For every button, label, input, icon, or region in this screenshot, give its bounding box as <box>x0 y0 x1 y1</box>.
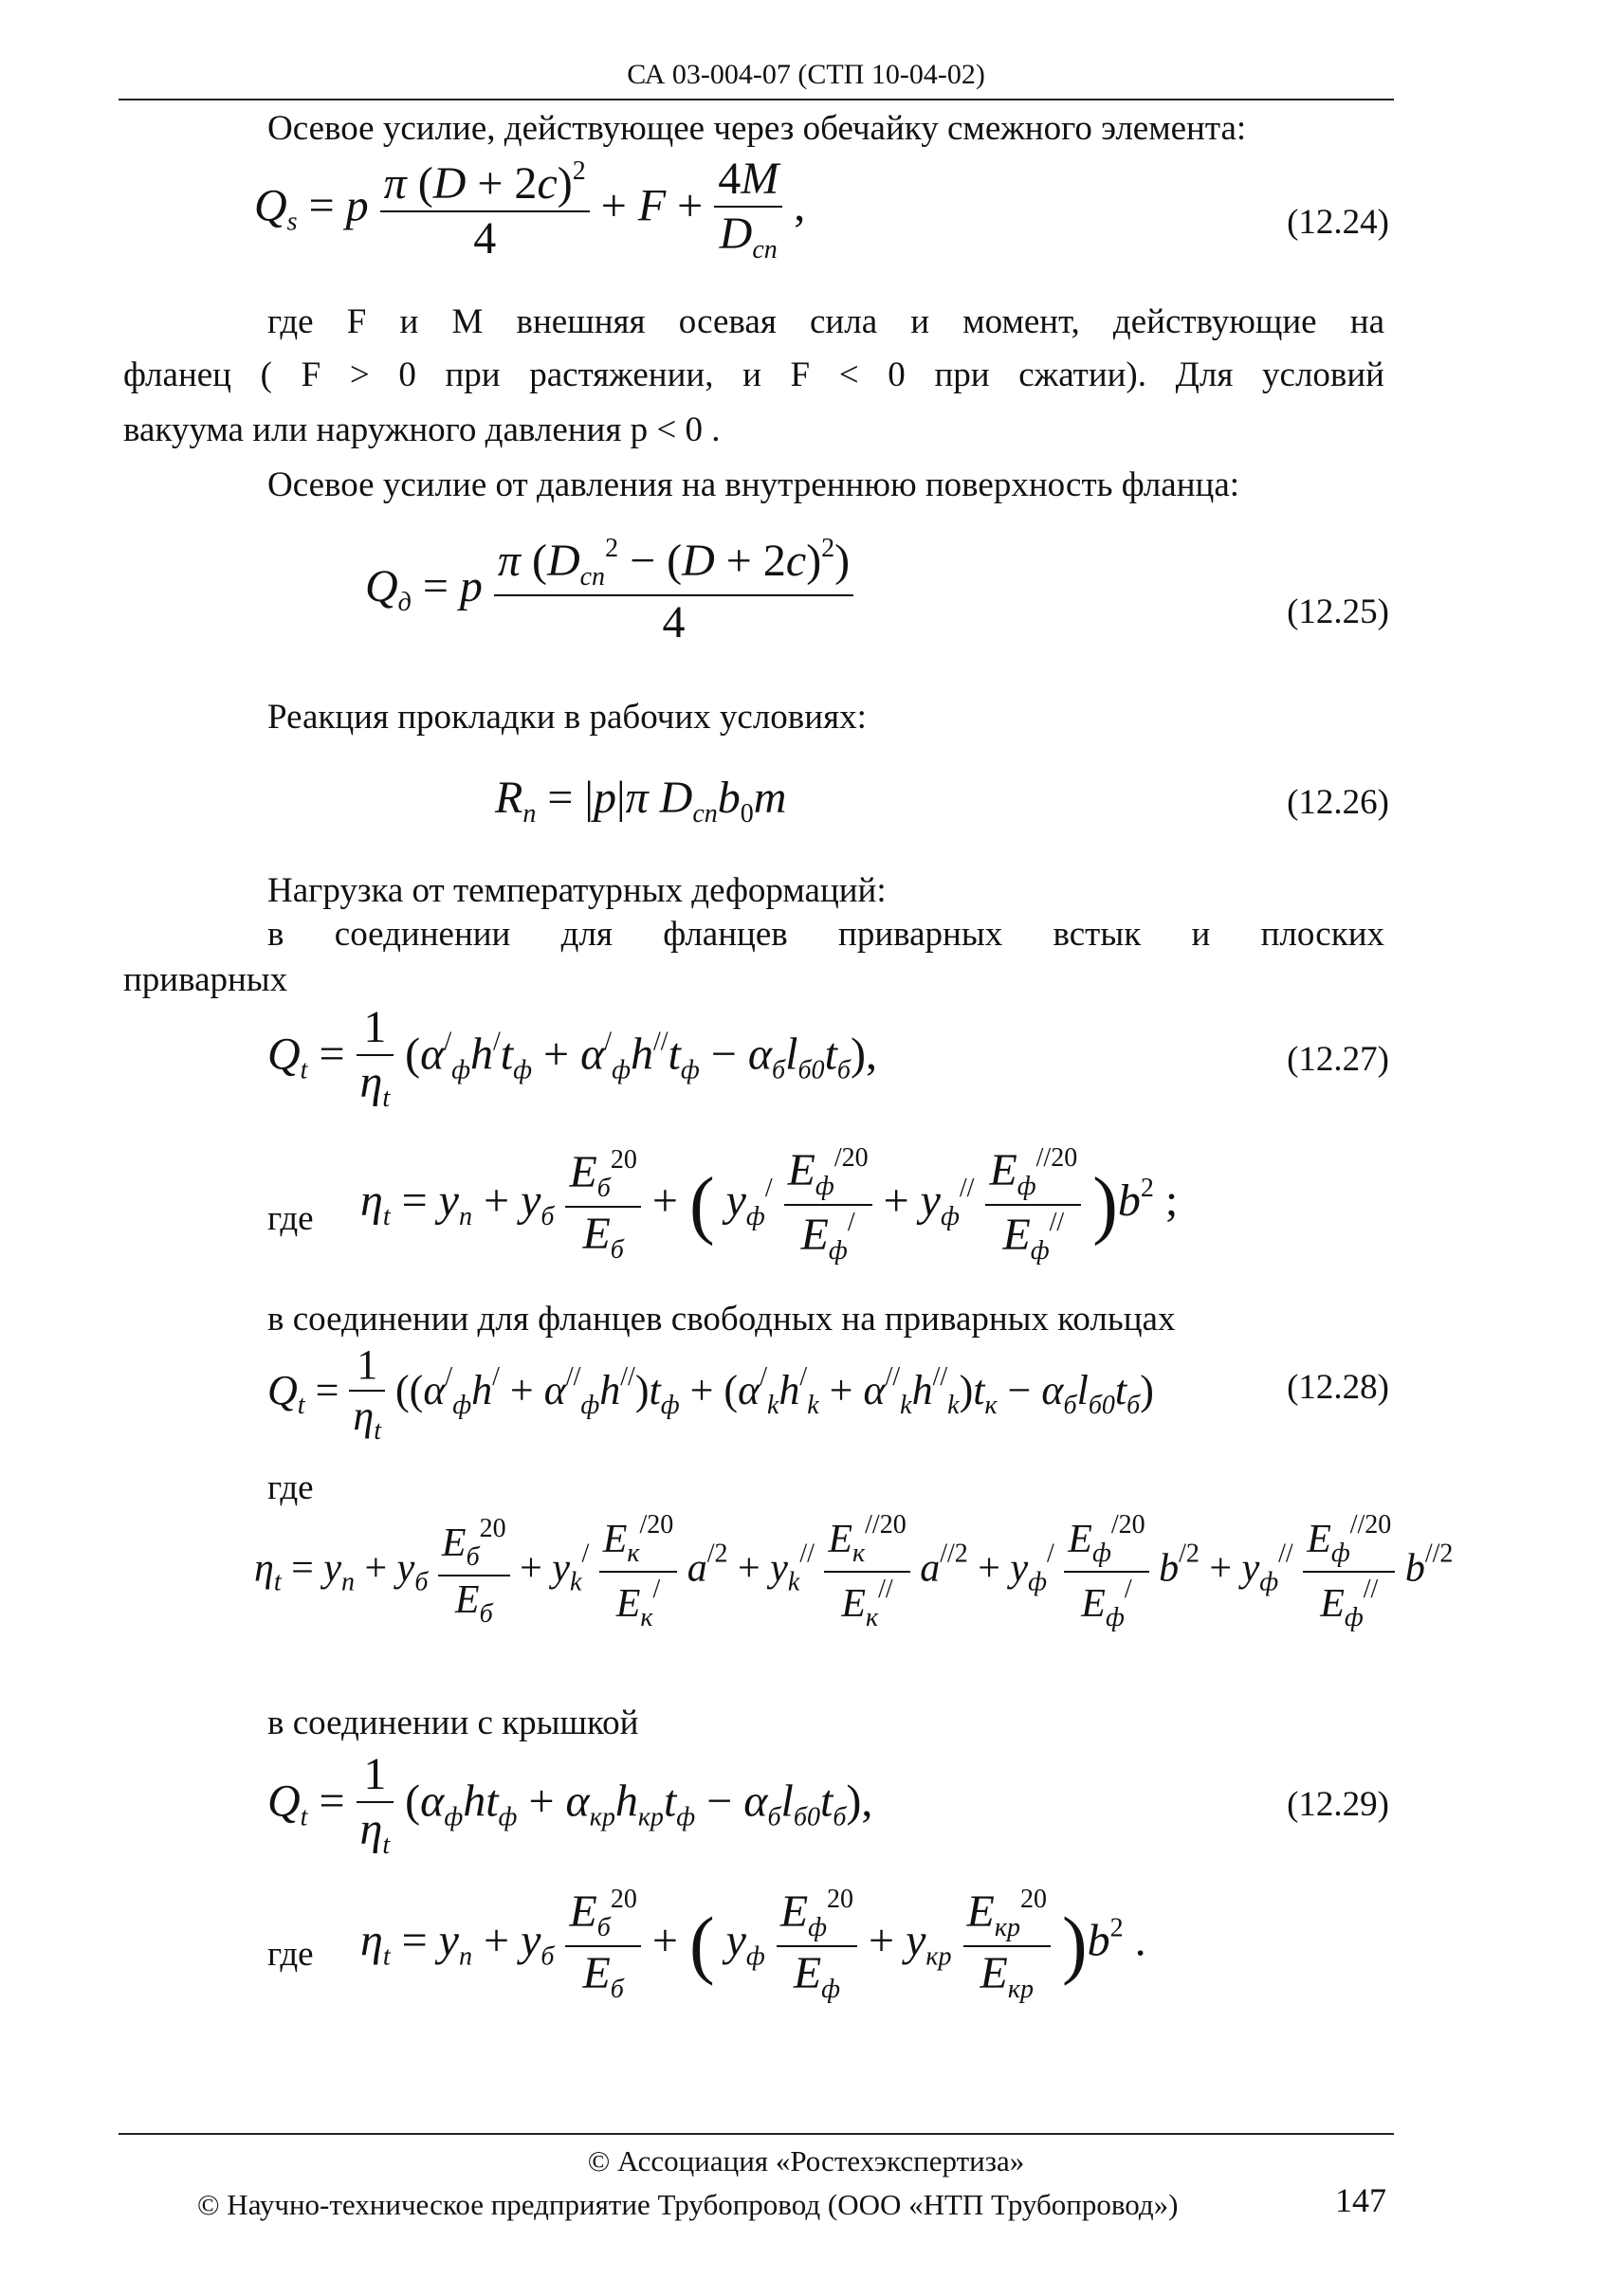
paragraph-thermal: Нагрузка от температурных деформаций: <box>267 871 887 910</box>
equation-number-12-29: (12.29) <box>1287 1785 1389 1824</box>
paragraph-cover: в соединении с крышкой <box>267 1704 639 1742</box>
equation-eta-12-28: $\eta_t = y_п + y_б$ $\frac{E_б^{20}}{E_б}$ + $y_k^/$ $\frac{E_к^{/20}}{E_к^/}$ $a^{/2} + y_k^{//}$ $\frac{E_к^{//20}}{E_к^{//}}$ $a^{//2} + y_ф^/$ $\frac{E_ф^{/20}}{E_ф^/}$ $b^{/2} + y_ф^{//}$ $\frac{E_ф^{//20}}{E_ф^{//}}$ $b^{//2}$ <box>254 1510 1454 1632</box>
page-number: 147 <box>1335 2181 1386 2219</box>
equation-12-25: $Q_д = p$ $\frac{\pi (D_{сп}^2 - (D + 2c)^2)}{4}$ <box>365 536 853 646</box>
equation-number-12-25: (12.25) <box>1287 592 1389 631</box>
paragraph-gasket: Реакция прокладки в рабочих условиях: <box>267 698 867 737</box>
header-rule <box>119 99 1394 100</box>
paragraph-where-F-M-line1: где F и M внешняя осевая сила и момент, действующие на <box>267 302 1384 341</box>
footer-enterprise: © Научно-техническое предприятие Трубопровод (ООО «НТП Трубопровод») <box>197 2188 1179 2221</box>
equation-12-27: $Q_t$ = $\frac{1}{\eta_t}$ $(\alpha^/_фh^/t_ф + \alpha^/_фh^{//}t_ф - \alpha_бl_{б0}t_б)$, <box>267 1002 877 1113</box>
equation-number-12-26: (12.26) <box>1287 783 1389 822</box>
document-code-header: СА 03-004-07 (СТП 10-04-02) <box>627 59 985 90</box>
paragraph-where-F-M-line3: вакуума или наружного давления p < 0 . <box>123 410 721 449</box>
equation-12-29: $Q_t$ = $\frac{1}{\eta_t}$ $(\alpha_фht_ф + \alpha_{кр}h_{кр}t_ф - \alpha_бl_{б0}t_б)$, <box>267 1749 873 1860</box>
paragraph-axial-shell: Осевое усилие, действующее через обечайку смежного элемента: <box>267 109 1247 148</box>
equation-number-12-27: (12.27) <box>1287 1040 1389 1079</box>
equation-number-12-28: (12.28) <box>1287 1368 1389 1407</box>
paragraph-where-F-M-line2: фланец ( F > 0 при растяжении, и F < 0 при сжатии). Для условий <box>123 355 1384 394</box>
equation-eta-12-29: $\eta_t = y_п + y_б$ $\frac{E_б^{20}}{E_б}$ + ( $y_ф$ $\frac{E_ф^{20}}{E_ф}$ + $y_{кр}$ $\frac{E_{кр}^{20}}{E_{кр}}$ )$b^2$ . <box>360 1885 1146 2004</box>
paragraph-free-rings: в соединении для фланцев свободных на приварных кольцах <box>267 1300 1176 1339</box>
equation-number-12-24: (12.24) <box>1287 203 1389 242</box>
paragraph-axial-inner: Осевое усилие от давления на внутреннюю поверхность фланца: <box>267 465 1240 504</box>
footer-association: © Ассоциация «Ростехэкспертиза» <box>587 2144 1025 2178</box>
footer-rule <box>119 2133 1394 2135</box>
equation-12-24: $Q_s = p$ $\frac{\pi (D + 2c)^2}{4}$ + F + $\frac{4M}{D_{сп}}$ , <box>254 154 806 264</box>
equation-eta-12-27: $\eta_t = y_п + y_б$ $\frac{E_б^{20}}{E_б}$ + ( $y_ф^/$ $\frac{E_ф^{/20}}{E_ф^/}$ + $y_ф^{//}$ $\frac{E_ф^{//20}}{E_ф^{//}}$ )$b^2$ ; <box>360 1143 1179 1266</box>
paragraph-weld-line2: приварных <box>123 960 288 999</box>
where-label-12-27: где <box>267 1199 314 1238</box>
where-label-12-29: где <box>267 1935 314 1974</box>
where-label-12-28: где <box>267 1468 314 1507</box>
paragraph-weld-line1: в соединении для фланцев приварных встык и плоских <box>267 915 1384 954</box>
equation-12-26: $R_п = |p|\pi$ $D_{сп}b_0m$ <box>495 773 787 829</box>
equation-12-28: $Q_t$ = $\frac{1}{\eta_t}$ $((\alpha^/_фh^/ + \alpha^{//}_фh^{//})t_ф + (\alpha^/_kh^/_k + \alpha^{//}_kh^{//}_k)t_к - \alpha_бl_{б0}t_б)$ <box>267 1341 1154 1446</box>
